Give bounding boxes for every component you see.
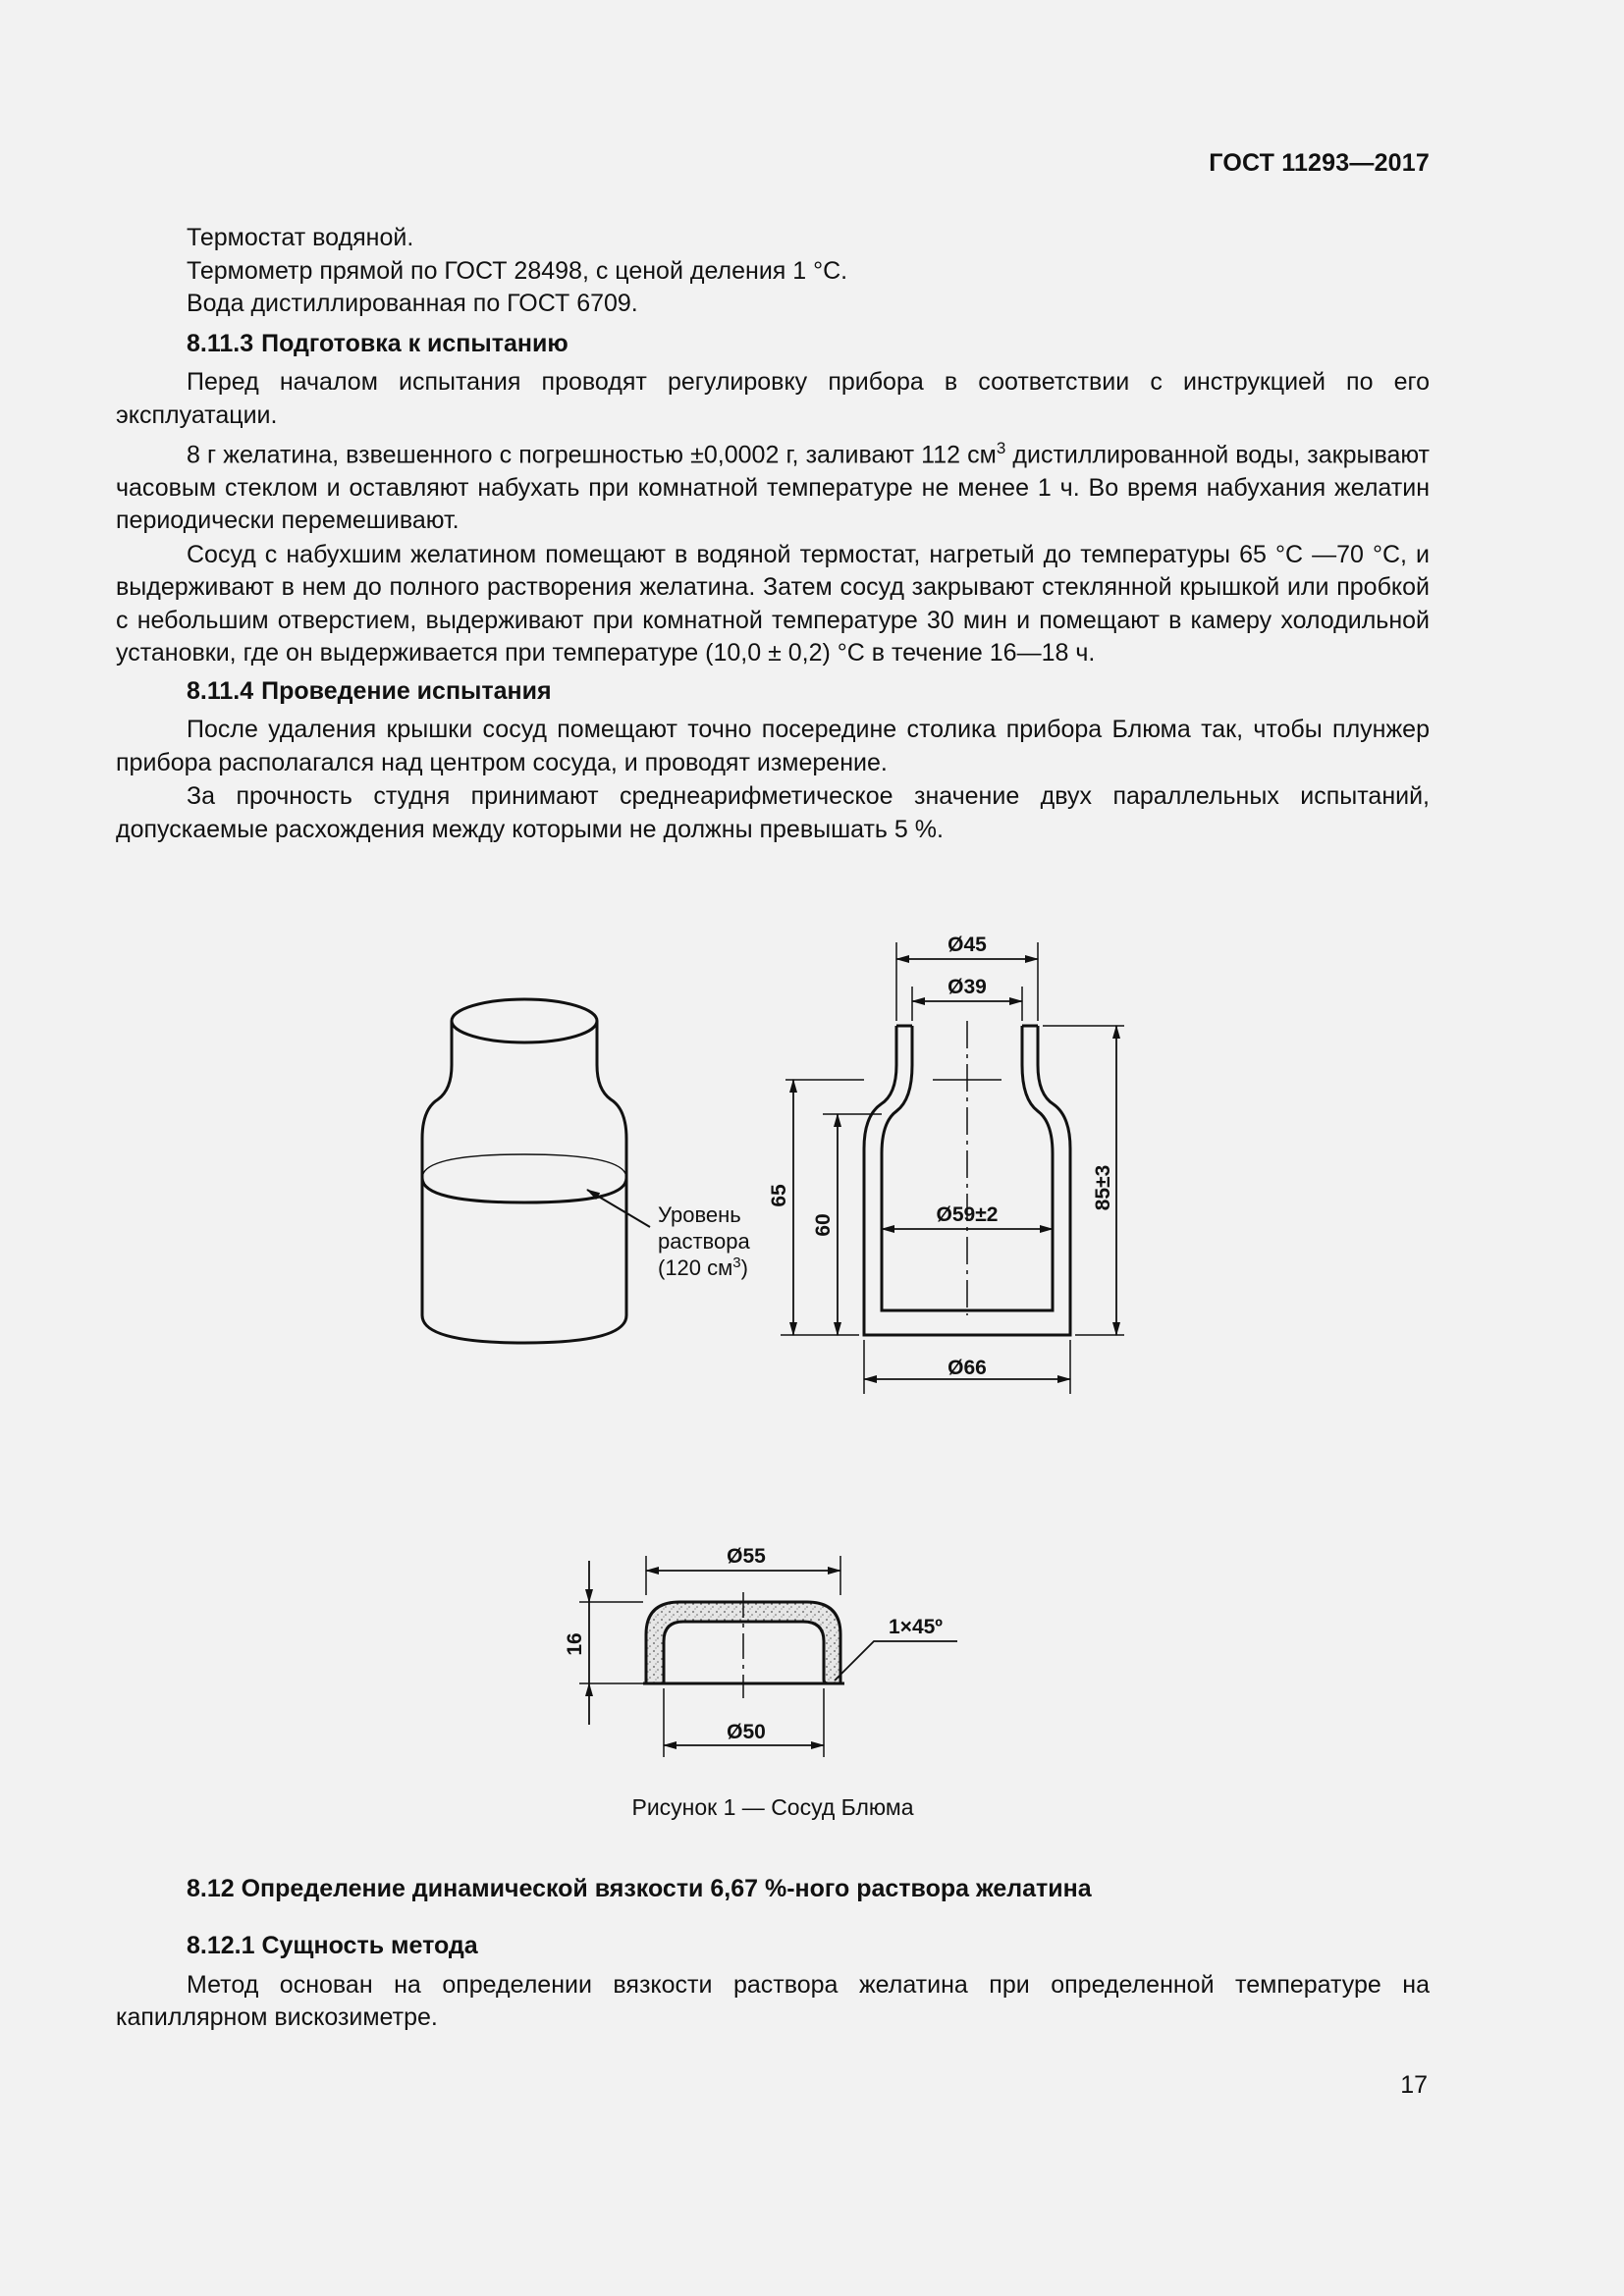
dim-d55: Ø55 [727, 1545, 766, 1568]
paragraph: Перед началом испытания проводят регулировку прибора в соответствии с инструкцией по его эксплуатации. [116, 368, 1430, 429]
dim-d59: Ø59±2 [936, 1203, 999, 1226]
figure-caption: Рисунок 1 — Сосуд Блюма [631, 1794, 914, 1820]
level-label-line: Уровень [658, 1202, 741, 1227]
dim-d45: Ø45 [947, 934, 987, 956]
dim-85: 85±3 [1092, 1164, 1114, 1211]
paragraph: После удаления крышки сосуд помещают точно посередине столика прибора Блюма так, чтобы плунжер прибора располагался над центром сосуда, и проводят измерение. [116, 716, 1430, 776]
page-number: 17 [1400, 2071, 1428, 2099]
dim-d50: Ø50 [727, 1721, 766, 1743]
section-8-12-1-heading: 8.12.1 Сущность метода [187, 1932, 478, 1959]
paragraph: Метод основан на определении вязкости раствора желатина при определенной температуре на капиллярном вискозиметре. [116, 1970, 1430, 2031]
section-8-12-heading: 8.12 Определение динамической вязкости 6,67 %-ного раствора желатина [187, 1875, 1092, 1902]
section-8-12 [116, 1873, 1430, 1906]
dim-60: 60 [812, 1213, 835, 1237]
section-title: Подготовка к испытанию [261, 329, 568, 357]
dim-65: 65 [768, 1184, 790, 1207]
section-number: 8.11.3 [187, 329, 254, 357]
section-title: Проведение испытания [261, 676, 552, 705]
paragraph-part: 8 г желатина, взвешенного с погрешностью ±0,0002 г, заливают 112 см [187, 441, 997, 469]
paragraph: За прочность студня принимают среднеарифметическое значение двух параллельных испытаний, допускаемые расхождения между которыми не должны превышать 5 %. [116, 782, 1430, 843]
paragraph-part: дистиллированной воды, закрывают часовым стеклом и оставляют набухать при комнатной температуре не менее 1 ч. Во время набухания желатин периодически перемешивают. [116, 441, 1430, 535]
level-label [658, 1202, 750, 1280]
equipment-line: Термометр прямой по ГОСТ 28498, с ценой деления 1 °С. [187, 256, 848, 285]
section-number: 8.11.4 [187, 676, 254, 705]
dimension-lines [793, 959, 1116, 1379]
vessel-3d-view [422, 999, 626, 1343]
level-label-line: (120 $см^3$) [658, 1255, 748, 1280]
paragraph: Сосуд с набухшим желатином помещают в водяной термостат, нагретый до температуры 65 °С —70 °С, и выдерживают в нем до полного растворения желатина. Затем сосуд закрывают стеклянной крышкой или пробкой с небольшим отверстием, выдерживают при комнатной температуре 30 мин и помещают в камеру холодильной установки, где он выдерживается при температуре (10,0 ± 0,2) °С в течение 16—18 ч. [116, 540, 1430, 667]
level-leader-line [587, 1190, 650, 1227]
vessel-section-view [781, 942, 1124, 1394]
superscript: 3 [996, 439, 1006, 457]
dim-16: 16 [564, 1632, 586, 1656]
equipment-line: Термостат водяной. [187, 224, 414, 251]
section-8-12-1 [116, 1930, 1430, 2035]
dim-d39: Ø39 [947, 976, 987, 998]
dim-chamfer: 1×45º [889, 1616, 943, 1638]
equipment-line: Вода дистиллированная по ГОСТ 6709. [187, 290, 638, 317]
level-label-line: раствора [658, 1229, 750, 1254]
lid-section-view [564, 1545, 957, 1757]
dim-d66: Ø66 [947, 1357, 987, 1379]
standard-header: ГОСТ 11293—2017 [1209, 149, 1430, 177]
